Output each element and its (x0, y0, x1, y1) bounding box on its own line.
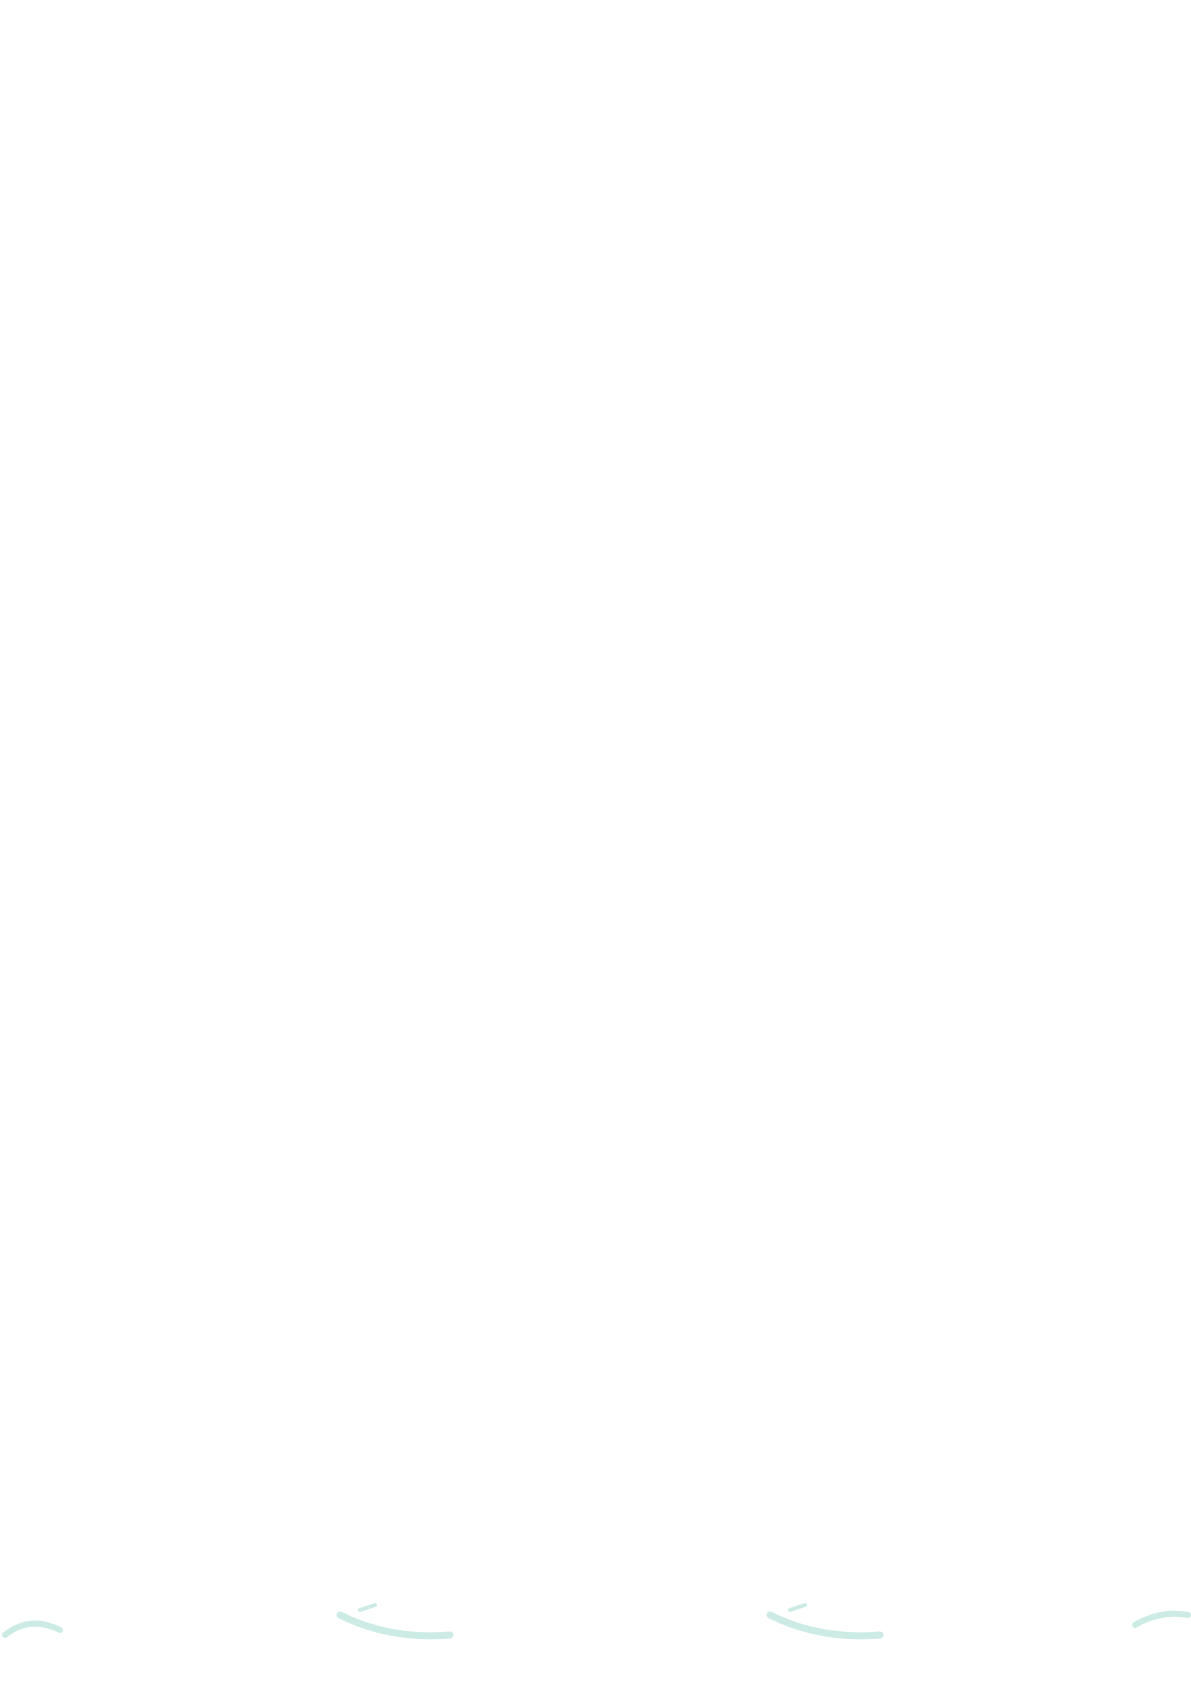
watermark-stamp-center-left (330, 1595, 460, 1655)
document-body (180, 150, 1012, 170)
watermark-stamp-left (0, 1595, 70, 1655)
watermark-stamp-center-right (760, 1595, 890, 1655)
watermark-stamp-right (1130, 1595, 1191, 1655)
